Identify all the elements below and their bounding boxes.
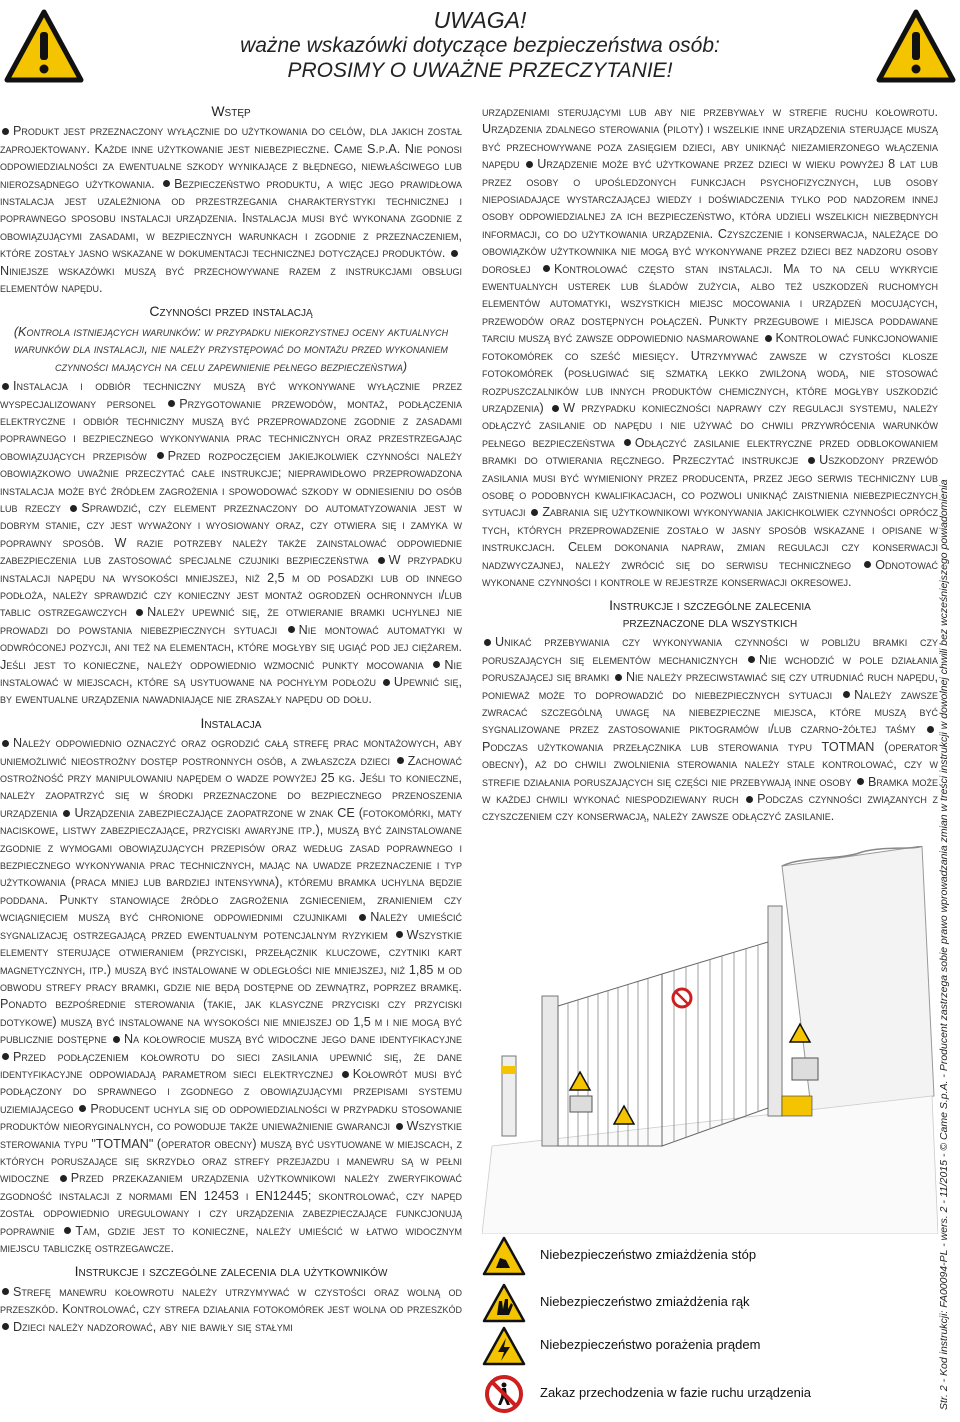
- bullet-icon: [397, 757, 404, 764]
- gate-illustration: [482, 846, 938, 1234]
- legend-row: [482, 1326, 922, 1366]
- title-warning: UWAGA!: [433, 7, 527, 33]
- bullet-icon: [543, 265, 550, 272]
- pre-install-list: Instalacja i odbiór techniczny muszą być wykonywane wyłącznie przez wyspecjalizowany personel Przygotowanie przewodów, montaż, podłączenia elektryczne i odbiór techniczny muszą być przeprowadzone zgodnie z zasadami poprawnego i bezpiecznego wykonywania prac technicznych oraz przestrzegając obowiązujących przepisów Przed rozpoczęciem jakiejkolwiek czynności należy obowiązkowo uważnie przeczytać całe instrukcje; nieprawidłowo przeprowadzona instalacja może być źródłem zagrożenia i spowodować szkody w odniesieniu do osób lub rzeczy Sprawdzić, czy element przeznaczony do automatyzowania jest w dobrym stanie, czy jest wyważony i wyosiowany oraz, czy otwiera się i zamyka w poprawny sposób. W razie potrzeby należy także zainstalować odpowiednie zabezpieczenia lub zastosować specjalne czujniki bezpieczeństwa W przypadku instalacji napędu na wysokości mniejszej, niż 2,5 m od posadzki lub od innego podłoża, należy sprawdzić czy konieczny jest montaż ogrodzeń ochronnych i/lub tablic ostrzegawczych Należy upewnić się, że otwieranie bramki uchylnej nie prowadzi do powstania niebezpiecznych sytuacji Nie montować automatyki w odwróconej pozycji, ani też na elementach, które mogłyby się ugiąć pod jej ciężarem. Jeśli jest to konieczne, należy odpowiednio wzmocnić punkty mocowania Nie instalować w miejscach, które są usytuowane na pochyłym podłożu Upewnić się, by ewentualne urządzenia nawadniające nie zraszały napędu od dołu.: [0, 379, 463, 707]
- legend-label: Niebezpieczeństwo zmiażdżenia rąk: [540, 1294, 750, 1309]
- legend-label: Niebezpieczeństwo porażenia prądem: [540, 1337, 761, 1352]
- foot-crush-warning-icon: [482, 1236, 526, 1276]
- left-column: [0, 100, 462, 1338]
- warning-triangle-icon: [876, 8, 956, 84]
- title-read-carefully: PROSIMY O UWAŻNE PRZECZYTANIE!: [287, 59, 673, 82]
- bullet-icon: [808, 457, 815, 464]
- bullet-icon: [857, 778, 864, 785]
- users-continued: urządzeniami sterującymi lub aby nie przebywały w strefie ruchu kołowrotu. Urządzenia zdalnego sterowania (piloty) i wszelkie inne urządzenia sterujące muszą być przechowywane poza zasięgiem dzieci, aby uniknąć niezamierzonego włączenia napędu Urządzenie może być użytkowane przez dzieci w wieku powyżej 8 lat lub przez osoby o upośledzonych funkcjach psychofizycznych, lub osoby nieposiadające wystarczającej wiedzy i doświadczenia tylko pod nadzorem innej osoby odpowiedzialnej za ich bezpieczeństwo, która udzieli wszelkich niezbędnych informacji, co do użytkowania urządzenia. Czyszczenie i konserwacja, należące do obowiązków użytkownika nie mogą być wykonywane przez dzieci bez nadzoru osoby dorosłej Kontrolować często stan instalacji. Ma to na celu wykrycie ewentualnych usterek lub śladów zużycia, albo też uszkodzeń ruchomych elementów automatyki, wszystkich miejsc mocowania i urządzeń mocujących, przewodów oraz dostępnych połączeń. Punkty przegubowe i miejsca poddawane tarciu muszą być zawsze odpowiednio nasmarowane Kontrolować funkcjonowanie fotokomórek co sześć miesięcy. Utrzymywać zawsze w czystości klosze fotokomórek (posługiwać się szmatką lekko zwilżoną wodą, nie stosować rozpuszczalników lub innych produktów chemicznych, które mogłyby uszkodzić urządzenia) W przypadku konieczności naprawy czy regulacji systemu, należy odłączyć zasilanie od napędu i nie używać do chwili przywrócenia warunków pełnego bezpieczeństwa Odłączyć zasilanie elektryczne przed odblokowaniem bramki do otwierania ręcznego. Przeczytać instrukcje Uszkodzony przewód zasilania musi być wymieniony przez producenta, przez jego serwis techniczny lub osobę o podobnych kwalifikacjach, co pozwoli uniknąć zaistnienia niebezpiecznych sytuacji Zabrania się użytkownikowi wykonywania jakichkolwiek czynności oprócz tych, których przeprowadzenie zostało w jasny sposób wskazane i opisane w instrukcjach. Celem dokonania napraw, zmian regulacji czy konserwacji nadzwyczajnej, należy zwrócić się do serwisu technicznego Odnotować wykonane czynności i kontrole w rejestrze konserwacji okresowej.: [482, 105, 939, 589]
- bullet-icon: [342, 1071, 349, 1078]
- bullet-icon: [70, 505, 77, 512]
- bullet-icon: [2, 383, 9, 390]
- bullet-icon: [746, 796, 753, 803]
- legend-row: [482, 1283, 922, 1323]
- title-subtitle: ważne wskazówki dotyczące bezpieczeństwa osób:: [240, 34, 720, 57]
- bullet-icon: [60, 1175, 67, 1182]
- bullet-icon: [927, 726, 934, 733]
- bullet-icon: [2, 1053, 9, 1060]
- bullet-icon: [2, 1288, 9, 1295]
- legend-label: Zakaz przechodzenia w fazie ruchu urządzenia: [540, 1385, 811, 1400]
- section-heading-intro: Wstęp: [211, 103, 251, 119]
- bullet-icon: [168, 400, 175, 407]
- bullet-icon: [378, 557, 385, 564]
- bullet-icon: [615, 674, 622, 681]
- section-heading-all: Instrukcje i szczególne zalecenia przeznaczone dla wszystkich: [609, 597, 811, 631]
- bullet-icon: [79, 1105, 86, 1112]
- bullet-icon: [396, 1123, 403, 1130]
- bullet-icon: [288, 626, 295, 633]
- bullet-icon: [136, 609, 143, 616]
- bullet-icon: [157, 452, 164, 459]
- bullet-icon: [864, 561, 871, 568]
- hand-crush-warning-icon: [482, 1283, 526, 1323]
- section-heading-pre-install: Czynności przed instalacją: [149, 303, 313, 320]
- bullet-icon: [484, 639, 491, 646]
- pre-install-note: (Kontrola istniejących warunków: w przypadku niekorzystnej oceny aktualnych warunków dla instalacji, nie należy przystępować do montażu przed wykonaniem czynności mających na celu zapewnienie pełnego bezpieczeństwa): [13, 324, 449, 374]
- users-list: Strefę manewru kołowrotu należy utrzymywać w czystości oraz wolną od przeszkód. Kontrolować, czy strefa działania fotokomórek jest wolna od przeszkód Dzieci należy nadzorować, aby nie bawiły się stałymi: [0, 1284, 462, 1334]
- bullet-icon: [843, 691, 850, 698]
- no-passing-prohibition-icon: [482, 1374, 526, 1414]
- bullet-icon: [2, 740, 9, 747]
- bullet-icon: [396, 931, 403, 938]
- bullet-icon: [451, 250, 458, 257]
- bullet-icon: [765, 335, 772, 342]
- bullet-icon: [383, 679, 390, 686]
- bullet-icon: [163, 180, 170, 187]
- bullet-icon: [2, 1323, 9, 1330]
- legend-row: [482, 1236, 922, 1276]
- bullet-icon: [552, 405, 559, 412]
- legend-label: Niebezpieczeństwo zmiażdżenia stóp: [540, 1247, 757, 1262]
- all-list: Unikać przebywania czy wykonywania czynności w pobliżu bramki czy poruszających się elementów mechanicznych Nie wchodzić w pole działania poruszającej się bramki Nie należy przeciwstawiać się czy utrudniać ruch napędu, ponieważ może to doprowadzić do niebezpiecznych sytuacji Należy zawsze zwracać szczególną uwagę na niebezpieczne miejsca, które muszą być sygnalizowane przez zastosowanie piktogramów i/lub czarno-żółtej taśmy Podczas użytkowania przełącznika lub sterowania typu TOTMAN (operator obecny), aż do chwili zwolnienia sterowania należy stale kontrolować, czy w strefie działania poruszających się części nie przebywają inne osoby Bramka może w każdej chwili wykonać niespodziewany ruch Podczas czynności związanych z czyszczeniem czy konserwacją, należy zawsze odłączyć zasilanie.: [482, 635, 939, 824]
- bullet-icon: [531, 509, 538, 516]
- page-title: [150, 8, 810, 83]
- footer-side-note: Str. 2 - Kod instrukcji: FA00094-PL - wers. 2 - 11/2015 - © Came S.p.A. - Producent zastrzega sobie prawo wprowadzania zmian w treści instrukcji w dowolnej chwili bez wcześniejszego powiadomienia: [938, 479, 950, 1410]
- bullet-icon: [433, 661, 440, 668]
- bullet-icon: [64, 1227, 71, 1234]
- bullet-icon: [748, 656, 755, 663]
- bullet-icon: [113, 1036, 120, 1043]
- legend-row: [482, 1374, 922, 1414]
- bullet-icon: [63, 810, 70, 817]
- intro-paragraph: Produkt jest przeznaczony wyłącznie do użytkowania do celów, dla jakich został zaprojektowany. Każde inne użytkowanie jest niebezpieczne. Came S.p.A. Nie ponosi odpowiedzialności za ewentualne szkody wynikające z błędnego, niewłaściwego lub nierozsądnego użytkowania. Bezpieczeństwo produktu, a więc jego prawidłowa instalacja jest uzależniona od przestrzegania charakterystyki technicznej i poprawnego sposobu instalacji urządzenia. Instalacja musi być wykonana zgodnie z obowiązującymi zasadami, w bezpiecznych warunkach i zgodnie z przeznaczeniem, które zostały jasno wskazane w dokumentacji technicznej dotyczącej produktów. Niniejsze wskazówki muszą być przechowywane razem z instrukcjami obsługi elementów napędu.: [0, 124, 462, 296]
- bullet-icon: [2, 128, 9, 135]
- bullet-icon: [526, 161, 533, 168]
- bullet-icon: [359, 914, 366, 921]
- installation-list: Należy odpowiednio oznaczyć oraz ogrodzić całą strefę prac montażowych, aby uniemożliwić nieostrożny dostęp postronnych osób, a zwłaszcza dzieci Zachować ostrożność przy manipulowaniu napędem o wadze powyżej 25 kg. Jeśli to konieczne, należy zaopatrzyć się w środki przeznaczone do bezpiecznego przenoszenia urządzenia Urządzenia zabezpieczające zaopatrzone w znak CE (fotokomórki, maty naciskowe, listwy zabezpieczające, przyciski awaryjne itp.), muszą być zainstalowane zgodnie z wymogami obowiązujących przepisów oraz według zasad poprawnego i bezpiecznego wykonywania prac technicznych, mając na uwadze przeznaczenie i typ użytkowania (praca mniej lub bardziej intensywna), któremu bramka uchylna będzie poddana. Punkty stanowiące źródło zagrożenia zgnieceniem, zranieniem czy wciągnięciem muszą być chronione odpowiednimi czujnikami Należy umieścić sygnalizację ostrzegającą przed ewentualnym potencjalnym ryzykiem Wszystkie elementy sterujące otwieraniem (przyciski, przełącznik kluczowe, czytniki kart magnetycznych, itp.) muszą być instalowane w odległości nie mniejszej, niż 1,85 m od obwodu strefy pracy bramki, gdzie nie będą dostępne od zewnątrz, poprzez bramkę. Ponadto bezpośrednie sterowania (takie, jak klasyczne przyciski czy przyciski dotykowe) muszą być instalowane na wysokości nie mniejszej od 1,5 m i nie mogą być publicznie dostępne Na kołowrocie muszą być widoczne jego dane identyfikacyjne Przed podłączeniem kołowrotu do sieci zasilania upewnić się, że dane identyfikacyjne odpowiadają parametrom sieci elektrycznej Kołowrót musi być podłączony do sprawnego i zgodnego z obowiązującymi przepisami systemu uziemiającego Producent uchyla się od odpowiedzialności w przypadku stosowanie produktów nieoryginalnych, co powoduje także unieważnienie gwarancji Wszystkie sterowania typu "TOTMAN" (operator obecny) muszą być usytuowane w miejscach, z których poruszające się skrzydło oraz strefy przejazdu i manewru są w pełni widoczne Przed przekazaniem urządzenia użytkownikowi należy zweryfikować zgodność instalacji z normami EN 12453 i EN12445; skontrolować, czy napęd został odpowiednio uregulowany i czy urządzenia zabezpieczające funkcjonują poprawnie Tam, gdzie jest to konieczne, należy umieścić w łatwo widocznym miejscu tabliczkę ostrzegawcze.: [0, 736, 463, 1255]
- right-column: [482, 104, 938, 828]
- electric-shock-warning-icon: [482, 1326, 526, 1366]
- bullet-icon: [624, 439, 631, 446]
- warning-triangle-icon: [4, 8, 84, 84]
- section-heading-installation: Instalacja: [200, 714, 262, 731]
- section-heading-users: Instrukcje i szczególne zalecenia dla użytkowników: [74, 1263, 388, 1280]
